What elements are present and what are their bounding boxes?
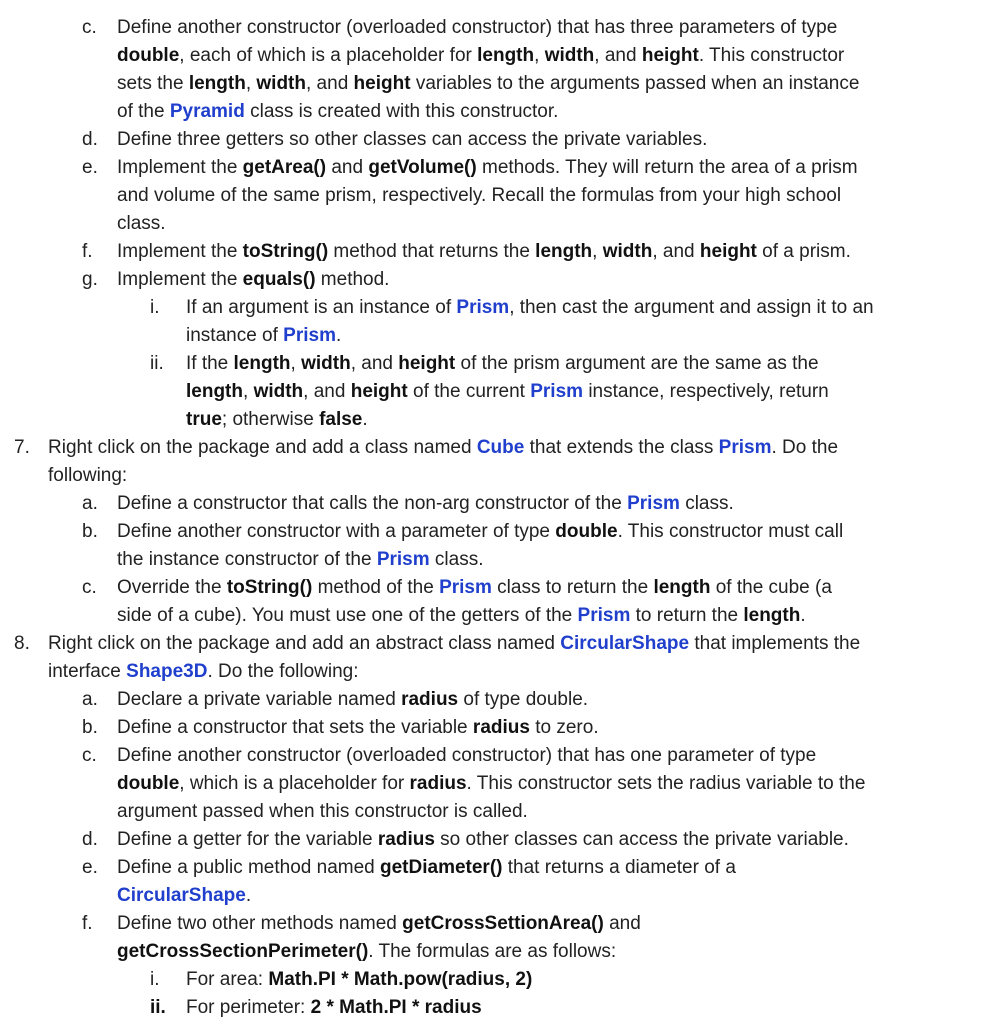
text-run: class is created with this constructor. bbox=[244, 101, 559, 122]
text-line bbox=[117, 602, 806, 630]
text-line bbox=[48, 434, 838, 462]
list-marker: ii. bbox=[150, 997, 166, 1018]
text-line bbox=[117, 826, 849, 854]
text-run: Define three getters so other classes can access the private variables. bbox=[117, 129, 708, 150]
text-run: to return the bbox=[630, 605, 744, 626]
bold-term: getCrossSettionArea() bbox=[402, 913, 604, 934]
text-run: , bbox=[592, 241, 603, 262]
text-run: Define a constructor that sets the variable bbox=[117, 717, 473, 738]
text-run: Define another constructor (overloaded constructor) that has three parameters of type bbox=[117, 17, 838, 38]
keyword-class-name: Pyramid bbox=[169, 101, 245, 122]
text-run: of the cube (a bbox=[710, 577, 832, 598]
text-line bbox=[117, 518, 843, 546]
bold-term: length bbox=[477, 45, 535, 66]
text-run: If an argument is an instance of bbox=[186, 297, 457, 318]
text-run: , and bbox=[303, 381, 351, 402]
bold-term: width bbox=[253, 381, 304, 402]
text-run: so other classes can access the private variable. bbox=[434, 829, 849, 850]
list-marker: i. bbox=[150, 969, 160, 990]
list-item bbox=[0, 686, 1000, 714]
text-run: . bbox=[335, 325, 342, 346]
bold-term: height bbox=[353, 73, 411, 94]
text-run: , bbox=[243, 381, 254, 402]
list-marker: c. bbox=[82, 577, 97, 598]
keyword-class-name: Prism bbox=[627, 493, 680, 514]
list-marker: ii. bbox=[150, 353, 164, 374]
text-line bbox=[186, 994, 482, 1022]
bold-term: toString() bbox=[242, 241, 329, 262]
text-run: , and bbox=[350, 353, 399, 374]
text-run: . The formulas are as follows: bbox=[368, 941, 617, 962]
bold-term: getArea() bbox=[242, 157, 327, 178]
bold-term: length bbox=[186, 381, 243, 402]
text-run: , then cast the argument and assign it to an bbox=[509, 297, 874, 318]
text-run: Define a public method named bbox=[117, 857, 380, 878]
list-marker: a. bbox=[82, 689, 98, 710]
text-run: class. bbox=[679, 493, 734, 514]
bold-term: false bbox=[319, 409, 363, 430]
text-run: . bbox=[362, 409, 368, 430]
text-line bbox=[48, 462, 127, 490]
text-line bbox=[186, 294, 874, 322]
keyword-class-name: Cube bbox=[476, 437, 525, 458]
text-run: ; otherwise bbox=[221, 409, 320, 430]
text-run: , and bbox=[652, 241, 700, 262]
text-run: . This constructor bbox=[698, 45, 845, 66]
text-run: argument passed when this constructor is called. bbox=[117, 801, 528, 822]
list-item bbox=[0, 714, 1000, 742]
text-line bbox=[117, 938, 616, 966]
text-line bbox=[117, 798, 528, 826]
bold-term: length bbox=[653, 577, 711, 598]
bold-term: double bbox=[555, 521, 618, 542]
text-line bbox=[117, 70, 859, 98]
bold-term: length bbox=[188, 73, 246, 94]
text-run: Implement the bbox=[117, 157, 243, 178]
list-marker: e. bbox=[82, 157, 98, 178]
text-line bbox=[117, 854, 736, 882]
list-marker: c. bbox=[82, 745, 97, 766]
list-marker: f. bbox=[82, 913, 93, 934]
text-line bbox=[117, 98, 558, 126]
text-line bbox=[117, 266, 389, 294]
text-run: . bbox=[245, 885, 252, 906]
text-run: that implements the bbox=[689, 633, 861, 654]
text-run: . This constructor must call bbox=[617, 521, 844, 542]
text-line bbox=[117, 546, 483, 574]
list-item bbox=[0, 14, 1000, 126]
text-run: of the prism argument are the same as the bbox=[455, 353, 819, 374]
list-item bbox=[0, 126, 1000, 154]
keyword-class-name: Prism bbox=[456, 297, 510, 318]
text-line bbox=[186, 966, 532, 994]
bold-term: radius bbox=[401, 689, 459, 710]
bold-term: width bbox=[301, 353, 351, 374]
text-run: instance of bbox=[186, 325, 284, 346]
text-run: and bbox=[326, 157, 369, 178]
text-line bbox=[117, 42, 844, 70]
keyword-class-name: Prism bbox=[577, 605, 631, 626]
text-run: , and bbox=[594, 45, 642, 66]
text-run: Declare a private variable named bbox=[117, 689, 402, 710]
text-run: of a prism. bbox=[756, 241, 851, 262]
bold-term: height bbox=[398, 353, 456, 374]
text-run: Override the bbox=[117, 577, 227, 598]
text-run: Define two other methods named bbox=[117, 913, 403, 934]
text-line bbox=[117, 574, 832, 602]
list-marker: i. bbox=[150, 297, 160, 318]
text-run: Define a constructor that calls the non-arg constructor of the bbox=[117, 493, 628, 514]
text-line bbox=[117, 126, 707, 154]
text-line bbox=[117, 238, 851, 266]
text-line bbox=[117, 490, 734, 518]
list-marker: d. bbox=[82, 829, 98, 850]
keyword-class-name: Prism bbox=[283, 325, 336, 346]
bold-term: toString() bbox=[226, 577, 313, 598]
text-run: . bbox=[800, 605, 806, 626]
bold-term: width bbox=[544, 45, 595, 66]
keyword-class-name: CircularShape bbox=[117, 885, 246, 906]
text-run: , bbox=[245, 73, 257, 94]
text-line bbox=[48, 658, 359, 686]
list-item bbox=[0, 350, 1000, 434]
text-line bbox=[117, 910, 641, 938]
bold-term: 2 * Math.PI * radius bbox=[310, 997, 482, 1018]
text-run: Implement the bbox=[117, 241, 243, 262]
bold-term: length bbox=[535, 241, 593, 262]
text-run: . Do the bbox=[771, 437, 839, 458]
text-line bbox=[117, 882, 251, 910]
list-item bbox=[0, 742, 1000, 826]
text-run: of the current bbox=[407, 381, 531, 402]
text-run: , which is a placeholder for bbox=[179, 773, 410, 794]
text-run: class. bbox=[117, 213, 166, 234]
text-run: and bbox=[603, 913, 641, 934]
text-run: and volume of the same prism, respectively. Recall the formulas from your high school bbox=[117, 185, 842, 206]
text-line bbox=[117, 14, 837, 42]
text-run: For area: bbox=[186, 969, 269, 990]
text-line bbox=[186, 406, 368, 434]
text-run: class to return the bbox=[491, 577, 654, 598]
list-marker: a. bbox=[82, 493, 98, 514]
text-line bbox=[186, 322, 341, 350]
text-line bbox=[117, 714, 599, 742]
bold-term: length bbox=[743, 605, 801, 626]
bold-term: Math.PI * Math.pow(radius, 2) bbox=[268, 969, 533, 990]
bold-term: true bbox=[186, 409, 222, 430]
text-run: Define another constructor with a parameter of type bbox=[117, 521, 556, 542]
list-item bbox=[0, 854, 1000, 910]
text-run: Right click on the package and add an abstract class named bbox=[48, 633, 561, 654]
text-line bbox=[117, 770, 865, 798]
bold-term: radius bbox=[472, 717, 530, 738]
list-item bbox=[0, 630, 1000, 686]
text-line bbox=[117, 210, 166, 238]
text-line bbox=[186, 350, 819, 378]
bold-term: width bbox=[256, 73, 306, 94]
list-item bbox=[0, 434, 1000, 490]
list-item bbox=[0, 994, 1000, 1022]
bold-term: double bbox=[117, 45, 180, 66]
text-run: variables to the arguments passed when an instance bbox=[410, 73, 860, 94]
bold-term: height bbox=[350, 381, 408, 402]
bold-term: equals() bbox=[242, 269, 316, 290]
bold-term: double bbox=[117, 773, 180, 794]
list-item bbox=[0, 154, 1000, 238]
list-marker: b. bbox=[82, 717, 98, 738]
text-run: of the bbox=[117, 101, 170, 122]
bold-term: width bbox=[602, 241, 653, 262]
list-marker: 7. bbox=[14, 437, 30, 458]
text-run: method of the bbox=[312, 577, 440, 598]
text-run: Define a getter for the variable bbox=[117, 829, 378, 850]
list-item bbox=[0, 294, 1000, 350]
bold-term: getDiameter() bbox=[380, 857, 503, 878]
keyword-class-name: Prism bbox=[530, 381, 584, 402]
text-run: Implement the bbox=[117, 269, 243, 290]
text-run: , bbox=[534, 45, 545, 66]
bold-term: getCrossSectionPerimeter() bbox=[117, 941, 369, 962]
list-marker: e. bbox=[82, 857, 98, 878]
text-run: method. bbox=[315, 269, 390, 290]
text-run: sets the bbox=[117, 73, 189, 94]
list-marker: 8. bbox=[14, 633, 30, 654]
list-marker: b. bbox=[82, 521, 98, 542]
bold-term: radius bbox=[377, 829, 435, 850]
text-run: of type double. bbox=[458, 689, 589, 710]
text-line bbox=[117, 686, 588, 714]
text-run: interface bbox=[48, 661, 127, 682]
bold-term: height bbox=[699, 241, 757, 262]
text-run: Define another constructor (overloaded constructor) that has one parameter of type bbox=[117, 745, 817, 766]
keyword-class-name: Shape3D bbox=[126, 661, 208, 682]
text-run: , and bbox=[306, 73, 354, 94]
bold-term: length bbox=[233, 353, 291, 374]
text-line bbox=[117, 182, 841, 210]
list-item bbox=[0, 518, 1000, 574]
text-run: For perimeter: bbox=[186, 997, 311, 1018]
text-run: , bbox=[290, 353, 302, 374]
text-run: If the bbox=[186, 353, 234, 374]
text-run: to zero. bbox=[529, 717, 599, 738]
list-item bbox=[0, 966, 1000, 994]
list-marker: g. bbox=[82, 269, 98, 290]
list-marker: d. bbox=[82, 129, 98, 150]
text-line bbox=[117, 742, 816, 770]
list-marker: c. bbox=[82, 17, 97, 38]
text-run: method that returns the bbox=[328, 241, 536, 262]
bold-term: height bbox=[641, 45, 699, 66]
text-line bbox=[48, 630, 860, 658]
keyword-class-name: Prism bbox=[439, 577, 492, 598]
list-marker: f. bbox=[82, 241, 93, 262]
list-item bbox=[0, 490, 1000, 518]
text-run: methods. They will return the area of a prism bbox=[476, 157, 858, 178]
text-run: class. bbox=[429, 549, 484, 570]
list-item bbox=[0, 238, 1000, 266]
list-item bbox=[0, 266, 1000, 294]
text-run: Right click on the package and add a class named bbox=[48, 437, 477, 458]
bold-term: radius bbox=[409, 773, 467, 794]
list-item bbox=[0, 910, 1000, 966]
keyword-class-name: CircularShape bbox=[560, 633, 690, 654]
keyword-class-name: Prism bbox=[376, 549, 430, 570]
bold-term: getVolume() bbox=[368, 157, 477, 178]
list-item bbox=[0, 574, 1000, 630]
text-run: the instance constructor of the bbox=[117, 549, 377, 570]
text-run: that extends the class bbox=[524, 437, 719, 458]
text-line bbox=[117, 154, 858, 182]
text-run: . Do the following: bbox=[207, 661, 359, 682]
keyword-class-name: Prism bbox=[718, 437, 772, 458]
text-run: that returns a diameter of a bbox=[502, 857, 736, 878]
text-run: following: bbox=[48, 465, 128, 486]
text-run: , each of which is a placeholder for bbox=[179, 45, 478, 66]
text-line bbox=[186, 378, 829, 406]
list-item bbox=[0, 826, 1000, 854]
text-run: . This constructor sets the radius variable to the bbox=[466, 773, 866, 794]
text-run: instance, respectively, return bbox=[583, 381, 829, 402]
text-run: side of a cube). You must use one of the getters of the bbox=[117, 605, 578, 626]
